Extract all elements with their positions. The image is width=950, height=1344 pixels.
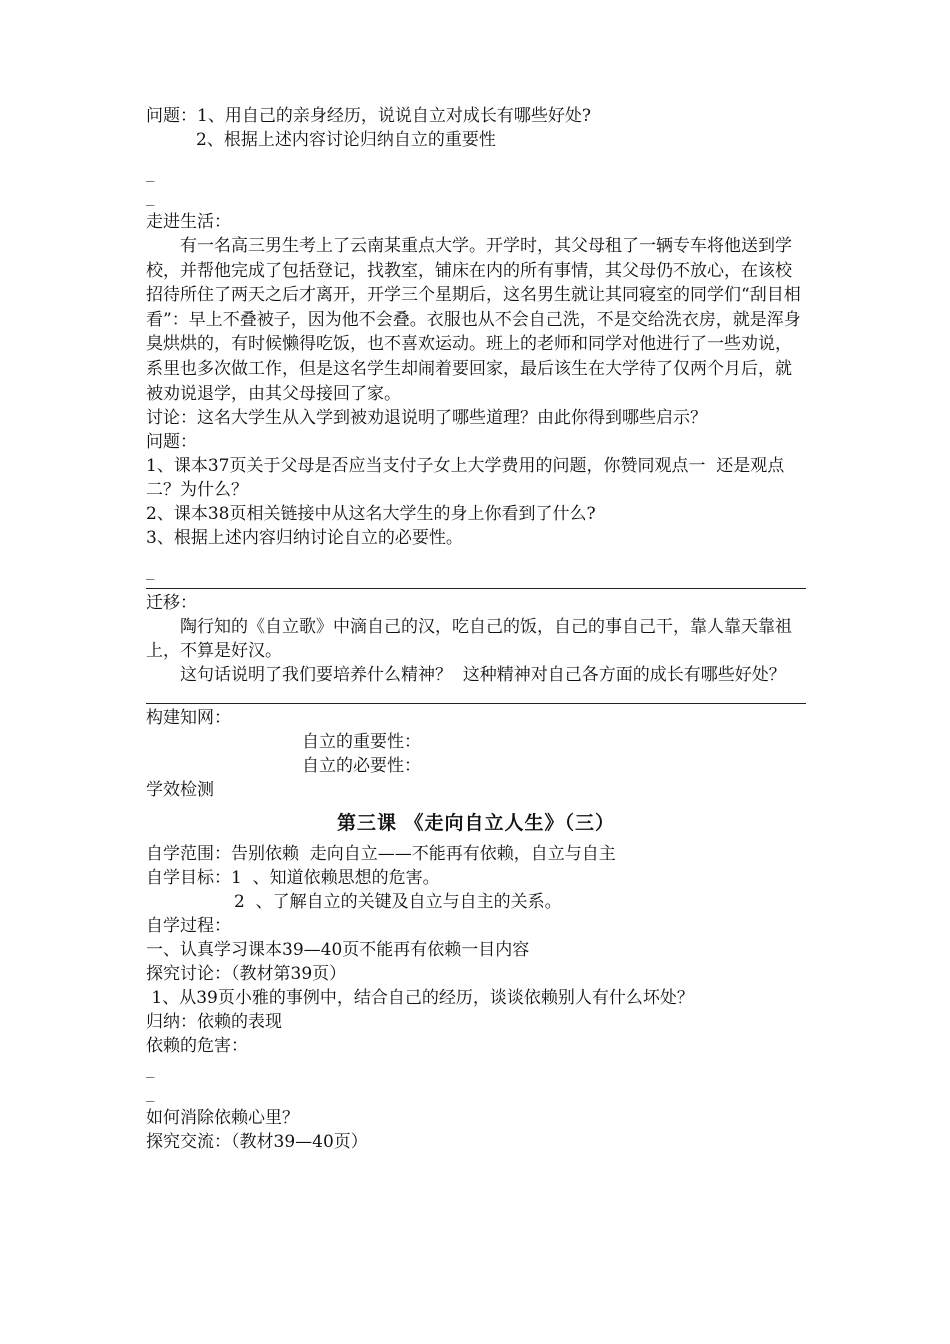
blank-line: _ bbox=[146, 564, 155, 581]
network-item-importance: 自立的重要性： bbox=[302, 732, 421, 753]
life-story: 有一名高三男生考上了云南某重点大学。开学时，其父母租了一辆专车将他送到学校，并帮他完成了包括登记，找教室，铺床在内的所有事情，其父母仍不放心，在该校招待所住了两天之后才离开，开学三个星期后，这名男生就让其同寝室的同学们“刮目相看”：早上不叠被子，因为他不会叠。衣服也从不会自己洗，不是交给洗衣房，就是浑身臭烘烘的，有时候懒得吃饭，也不喜欢运动。班上的老师和同学对他进行了一些劝说，系里也多次做工作，但是这名学生却闹着要回家，最后该生在大学待了仅两个月后，就被劝说退学，由其父母接回了家。 bbox=[146, 236, 801, 404]
explore-question-1: 1、从39页小雅的事例中，结合自己的经历，谈谈依赖别人有什么坏处？ bbox=[146, 988, 694, 1009]
lesson-title: 第三课 《走向自立人生》（三） bbox=[336, 812, 616, 835]
divider bbox=[146, 703, 806, 704]
question-1: 问题：1、用自己的亲身经历，说说自立对成长有哪些好处? bbox=[146, 106, 591, 126]
study-scope: 自学范围：告别依赖 走向自立——不能再有依赖，自立与自主 bbox=[146, 844, 616, 865]
study-step-1: 一、认真学习课本39—40页不能再有依赖一目内容 bbox=[146, 940, 530, 961]
life-discussion: 讨论：这名大学生从入学到被劝退说明了哪些道理？由此你得到哪些启示？ bbox=[146, 408, 707, 429]
life-question-2: 2、课本38页相关链接中从这名大学生的身上你看到了什么? bbox=[146, 504, 596, 525]
remove-dependence: 如何消除依赖心里？ bbox=[146, 1108, 299, 1129]
blank-line: _ bbox=[146, 1062, 155, 1079]
document-page bbox=[146, 104, 806, 1154]
dependence-harm: 依赖的危害： bbox=[146, 1036, 248, 1057]
life-question-3: 3、根据上述内容归纳讨论自立的必要性。 bbox=[146, 528, 463, 549]
study-goal-2: 2 、了解自立的关键及自立与自主的关系。 bbox=[234, 892, 562, 913]
transfer-quote: 陶行知的《自立歌》中滴自己的汉，吃自己的饭，自己的事自己干，靠人靠天靠祖上，不算是好汉。 bbox=[146, 617, 792, 662]
blank-line: _ bbox=[146, 1086, 155, 1103]
explore-exchange: 探究交流：（教材39—40页） bbox=[146, 1132, 368, 1153]
explore-discussion: 探究讨论：（教材第39页） bbox=[146, 964, 347, 985]
transfer-heading: 迁移： bbox=[146, 593, 197, 614]
blank-line: _ bbox=[146, 166, 155, 182]
transfer-question: 这句话说明了我们要培养什么精神？ 这种精神对自己各方面的成长有哪些好处？ bbox=[180, 665, 786, 686]
study-process: 自学过程： bbox=[146, 916, 231, 937]
learning-check: 学效检测 bbox=[146, 780, 214, 801]
life-heading: 走进生活： bbox=[146, 212, 231, 232]
blank-line: _ bbox=[146, 190, 155, 206]
network-heading: 构建知网： bbox=[146, 708, 231, 729]
summary-dependence: 归纳：依赖的表现 bbox=[146, 1012, 282, 1033]
network-item-necessity: 自立的必要性： bbox=[302, 756, 421, 777]
life-question-1: 1、课本37页关于父母是否应当支付子女上大学费用的问题，你赞同观点一 还是观点二？为什么？ bbox=[146, 456, 785, 501]
divider bbox=[146, 588, 806, 589]
life-questions-heading: 问题： bbox=[146, 432, 197, 453]
study-goal-1: 自学目标：1 、知道依赖思想的危害。 bbox=[146, 868, 440, 889]
question-2: 2、根据上述内容讨论归纳自立的重要性 bbox=[196, 130, 496, 150]
